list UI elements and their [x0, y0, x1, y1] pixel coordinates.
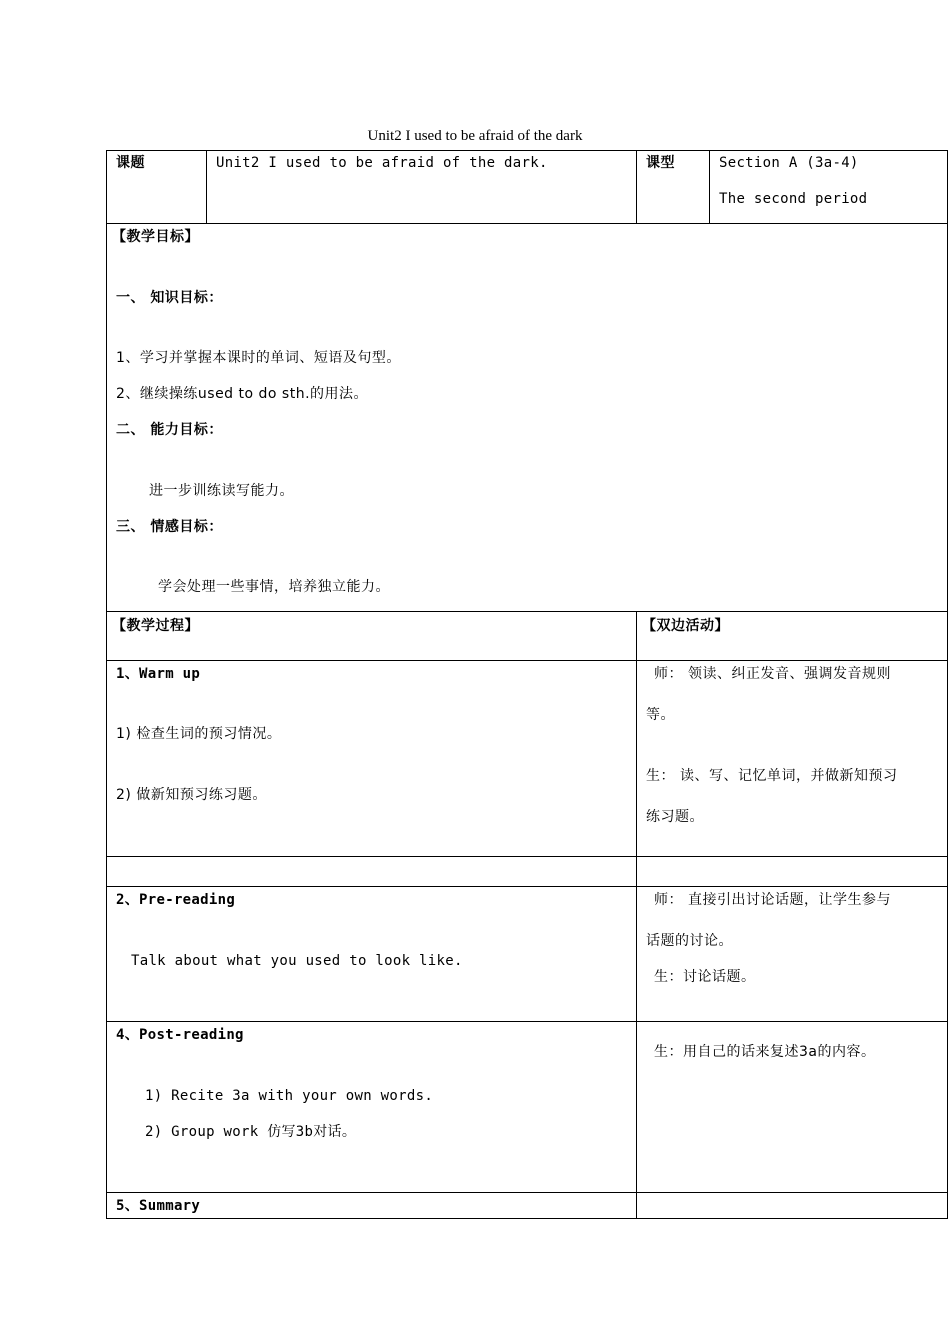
activity-line: 练习题。: [646, 809, 704, 825]
knowledge-heading: 一、 知识目标：: [116, 290, 223, 306]
activity-line: 生： 读、写、记忆单词，并做新知预习: [646, 768, 898, 784]
ability-text: 进一步训练读写能力。: [149, 483, 294, 499]
emotion-heading: 三、 情感目标：: [116, 519, 223, 535]
step-title: 4、Post-reading: [116, 1027, 244, 1043]
activity-line: 生：讨论话题。: [654, 969, 756, 985]
step-title: 2、Pre-reading: [116, 892, 236, 908]
objectives-heading: 【教学目标】: [112, 229, 199, 245]
topic-value: Unit2 I used to be afraid of the dark.: [216, 155, 548, 171]
emotion-text: 学会处理一些事情，培养独立能力。: [158, 579, 390, 595]
activity-heading: 【双边活动】: [642, 618, 729, 634]
document-title: Unit2 I used to be afraid of the dark: [367, 128, 583, 144]
step-item: 2) 做新知预习练习题。: [116, 787, 267, 803]
step-item: 1) Recite 3a with your own words.: [145, 1088, 434, 1104]
knowledge-item-2: 2、继续操练used to do sth.的用法。: [116, 386, 369, 402]
knowledge-item-1: 1、学习并掌握本课时的单词、短语及句型。: [116, 350, 401, 366]
ability-heading: 二、 能力目标：: [116, 422, 223, 438]
step-item: 1) 检查生词的预习情况。: [116, 726, 282, 742]
activity-line: 师： 领读、纠正发音、强调发音规则: [654, 666, 891, 682]
type-label: 课型: [646, 155, 675, 171]
process-heading: 【教学过程】: [112, 618, 199, 634]
activity-line: 师： 直接引出讨论话题，让学生参与: [654, 892, 891, 908]
type-value-line1: Section A (3a-4): [719, 155, 859, 171]
topic-label: 课题: [116, 155, 145, 171]
step-title: 5、Summary: [116, 1198, 201, 1214]
step-item: 2) Group work 仿写3b对话。: [145, 1124, 357, 1140]
type-value-line2: The second period: [719, 191, 868, 207]
step-item: Talk about what you used to look like.: [131, 953, 463, 969]
activity-line: 等。: [646, 707, 675, 723]
step-title: 1、Warm up: [116, 666, 201, 682]
activity-line: 话题的讨论。: [646, 933, 733, 949]
activity-line: 生：用自己的话来复述3a的内容。: [654, 1044, 876, 1060]
